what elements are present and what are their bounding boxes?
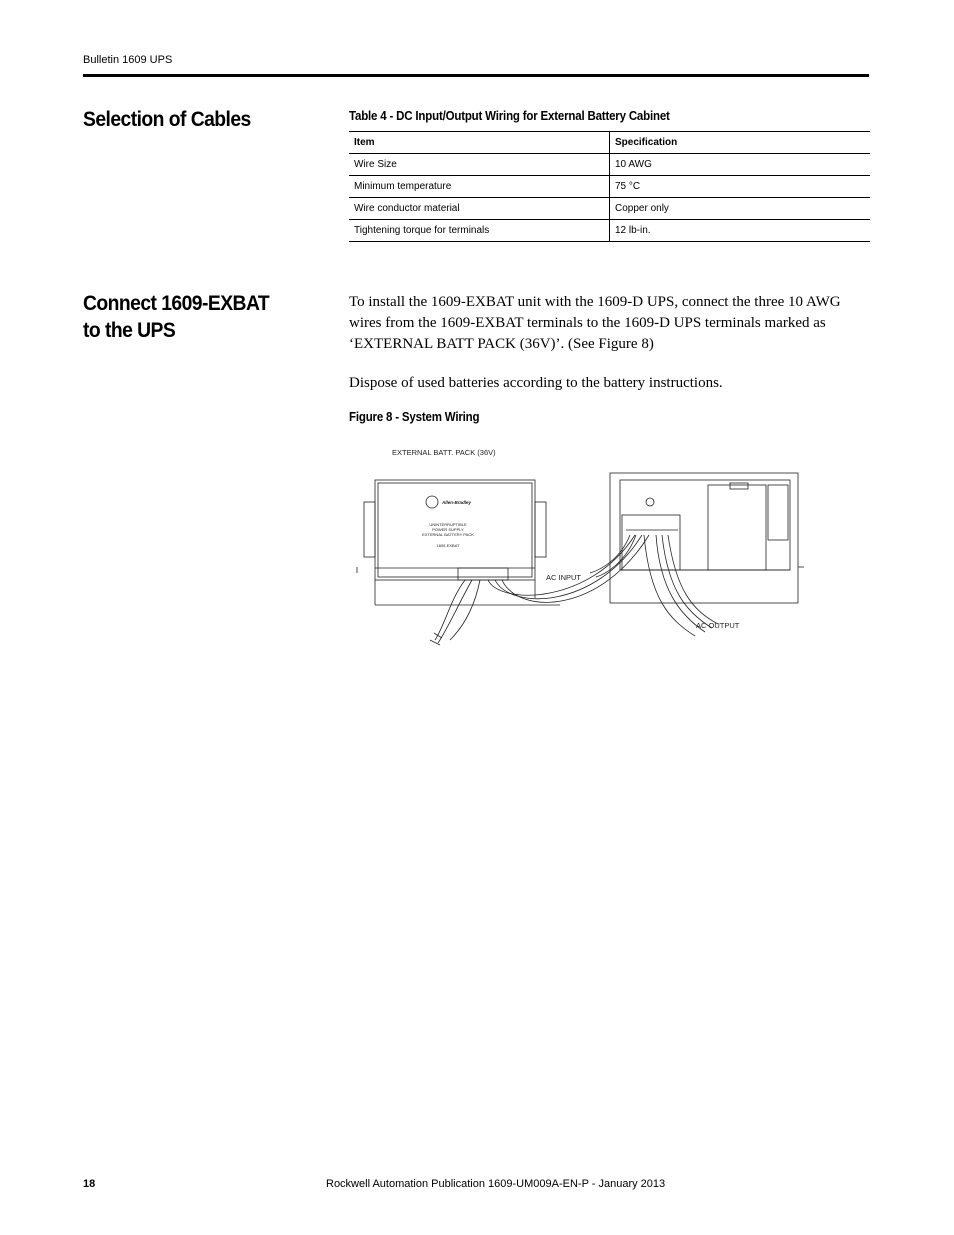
exbat-brand: Allen-Bradley [442,500,472,505]
table-cell: Tightening torque for terminals [349,220,610,242]
table-cell: Copper only [610,198,871,220]
table-row [349,220,870,242]
header-rule [83,74,869,77]
ups-unit [610,473,804,603]
table-cell: Wire Size [349,154,610,176]
table-row [349,176,870,198]
table-header-row [349,132,870,154]
table-caption: Table 4 - DC Input/Output Wiring for External Battery Cabinet [349,109,670,123]
footer-publication: Rockwell Automation Publication 1609-UM009A-EN-P - January 2013 [326,1178,666,1190]
exbat-model: 1609-EXBAT [436,543,460,548]
external-batt-label: EXTERNAL BATT. PACK (36V) [392,448,496,457]
exbat-title3: EXTERNAL BATTERY PACK [422,532,474,537]
ac-input-label: AC INPUT [546,573,582,582]
body-paragraph: Dispose of used batteries according to the battery instructions. [349,375,723,391]
spec-table [349,131,870,242]
table-row [349,198,870,220]
table-cell: Wire conductor material [349,198,610,220]
table-cell: Minimum temperature [349,176,610,198]
ac-output-label: AC OUTPUT [696,621,740,630]
table-header-specification: Specification [610,132,871,154]
section-heading-line: to the UPS [83,319,176,342]
figure-caption: Figure 8 - System Wiring [349,410,480,424]
table-cell: 10 AWG [610,154,871,176]
section-heading-line: Connect 1609-EXBAT [83,292,270,315]
body-paragraph: To install the 1609-EXBAT unit with the 1609-D UPS, connect the three 10 AWG wires from the 1609-EXBAT terminals to the 1609-D UPS terminals marked as ‘EXTERNAL BATT PACK (36V)’. (See Figure 8) [349,294,841,352]
exbat-unit [357,480,560,605]
table-cell: 12 lb-in. [610,220,871,242]
wiring [430,535,718,645]
section-heading-connect [83,290,269,344]
section-heading-selection-of-cables: Selection of Cables [83,108,251,131]
exbat-title2: POWER SUPPLY [432,527,464,532]
table-header-item: Item [349,132,610,154]
footer-page-number: 18 [83,1178,96,1190]
table-row [349,154,870,176]
system-wiring-figure [350,440,810,655]
table-cell: 75 °C [610,176,871,198]
exbat-title1: UNINTERRUPTIBLE [429,522,467,527]
running-header: Bulletin 1609 UPS [83,54,173,66]
